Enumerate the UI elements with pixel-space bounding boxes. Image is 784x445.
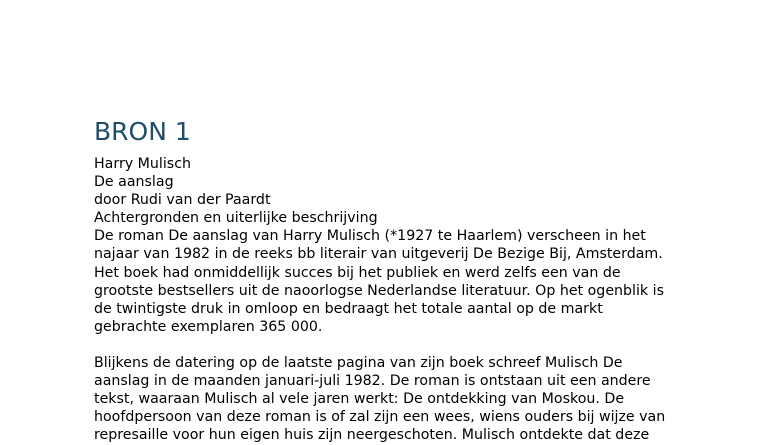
text-line: aanslag in de maanden januari-juli 1982. De roman is ontstaan uit een andere [94,373,651,390]
document-page [94,117,694,445]
author-line: Harry Mulisch [94,156,191,172]
paragraph-2 [94,354,694,444]
text-line: tekst, waaraan Mulisch al vele jaren werkt: De ontdekking van Moskou. De [94,391,625,408]
page-title: BRON 1 [94,117,191,146]
text-line: Blijkens de datering op de laatste pagina van zijn boek schreef Mulisch De [94,355,623,372]
text-line: grootste bestsellers uit de naoorlogse Nederlandse literatuur. Op het ogenblik is [94,282,664,299]
book-title-line: De aanslag [94,174,174,191]
text-line: represaille voor hun eigen huis zijn neergeschoten. Mulisch ontdekte dat deze [94,427,650,444]
text-line: de twintigste druk in omloop en bedraagt het totale aantal op de markt [94,300,603,317]
text-line: gebrachte exemplaren 365 000. [94,318,323,335]
section-heading: Achtergronden en uiterlijke beschrijving [94,210,378,227]
byline: door Rudi van der Paardt [94,192,271,209]
text-line: De roman De aanslag van Harry Mulisch (*1927 te Haarlem) verscheen in het [94,228,646,245]
paragraph-1 [94,227,694,336]
text-line: najaar van 1982 in de reeks bb literair van uitgeverij De Bezige Bij, Amsterdam. [94,246,663,263]
text-line: hoofdpersoon van deze roman is of zal zijn een wees, wiens ouders bij wijze van [94,409,666,426]
paragraph-spacer [94,336,694,354]
text-line: Het boek had onmiddellijk succes bij het publiek en werd zelfs een van de [94,264,621,281]
